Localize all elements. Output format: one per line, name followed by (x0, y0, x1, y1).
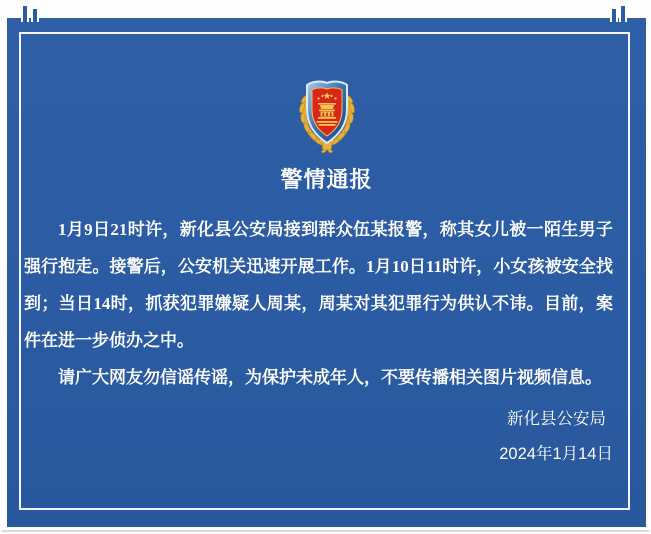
binder-tab-right-outer (619, 4, 627, 22)
signature-block (499, 408, 613, 465)
notice-body (24, 211, 613, 396)
notice-paragraph-1: 1月9日21时许，新化县公安局接到群众伍某报警，称其女儿被一陌生男子强行抱走。接警后，公安机关迅速开展工作。1月10日11时许，小女孩被安全找到；当日14时，抓获犯罪嫌疑人周某，周某对其犯罪行为供认不讳。目前，案件在进一步侦办之中。 (24, 220, 613, 350)
binder-tab-left-outer (21, 4, 29, 22)
notice-paragraph-2: 请广大网友勿信谣传谣，为保护未成年人，不要传播相关图片视频信息。 (58, 368, 602, 387)
notice-panel (7, 18, 646, 527)
notice-date: 2024年1月14日 (499, 445, 613, 463)
binder-tab-left-inner (31, 7, 39, 22)
agency-signature: 新化县公安局 (507, 410, 606, 428)
binder-tab-right-inner (610, 7, 618, 22)
notice-title: 警情通报 (280, 167, 373, 192)
page-bottom-edge (2, 530, 649, 532)
police-badge-icon (297, 77, 357, 153)
